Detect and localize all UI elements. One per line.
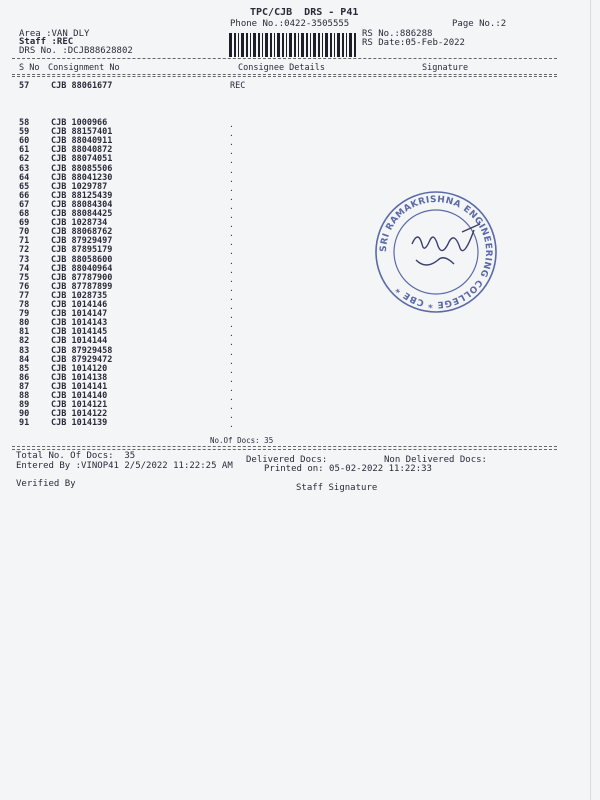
college-seal-stamp	[372, 188, 500, 316]
seal-rings	[376, 192, 496, 312]
divider	[12, 449, 557, 450]
row-sno: 65	[19, 181, 30, 192]
row-sno: 83	[19, 345, 30, 356]
row-consignee-marker: .	[229, 156, 234, 166]
first-row-consignee: REC	[230, 81, 246, 91]
row-consignee-marker: .	[229, 165, 234, 175]
row-sno: 85	[19, 363, 30, 374]
page-edge	[590, 0, 591, 800]
row-sno: 66	[19, 190, 30, 201]
row-consignee-marker: .	[229, 129, 234, 139]
phone-number: Phone No.:0422-3505555	[230, 19, 350, 29]
barcode-bar	[325, 33, 328, 57]
row-consignee-marker: .	[229, 138, 234, 148]
row-consignment-no: CJB 1014139	[51, 418, 108, 429]
row-consignment-no: CJB 88074051	[51, 154, 113, 165]
column-header-sno: S No	[19, 63, 40, 73]
row-consignment-no: CJB 87787900	[51, 272, 113, 283]
row-consignee-marker: .	[229, 192, 234, 202]
row-sno: 87	[19, 381, 30, 392]
barcode-bar	[241, 33, 244, 57]
row-consignee-marker: .	[229, 238, 234, 248]
row-sno: 70	[19, 227, 30, 238]
row-consignee-marker: .	[229, 411, 234, 421]
row-sno: 58	[19, 118, 30, 128]
row-sno: 59	[19, 127, 30, 138]
page-number: Page No.:2	[452, 19, 507, 29]
barcode-bar	[265, 33, 268, 57]
delivered-docs: Delivered Docs:	[246, 455, 328, 465]
row-sno: 77	[19, 290, 30, 301]
row-consignee-marker: .	[229, 274, 234, 284]
row-sno: 80	[19, 318, 30, 329]
row-sno: 68	[19, 209, 30, 219]
row-consignee-marker: .	[229, 347, 234, 357]
row-consignee-marker: .	[229, 265, 234, 275]
barcode-bar	[229, 33, 232, 57]
barcode-bar	[282, 33, 284, 57]
divider	[12, 74, 557, 75]
row-consignment-no: CJB 1014122	[51, 409, 108, 420]
row-consignment-no: CJB 1029787	[51, 181, 108, 192]
row-consignee-marker: .	[229, 183, 234, 193]
barcode-image	[229, 33, 356, 57]
row-consignee-marker: .	[229, 229, 234, 239]
row-consignee-marker: .	[229, 283, 234, 293]
row-sno: 67	[19, 199, 30, 210]
barcode-bar	[258, 33, 260, 57]
staff-label: Staff :REC	[19, 37, 74, 47]
first-row-sno: 57	[19, 81, 30, 91]
drs-number: DRS No. :DCJB88628802	[19, 46, 133, 56]
row-consignment-no: CJB 87787899	[51, 281, 113, 292]
rs-date: RS Date:05-Feb-2022	[362, 38, 465, 48]
row-sno: 74	[19, 263, 30, 274]
barcode-bar	[334, 33, 335, 57]
seal-text: SRI RAMAKRISHNA ENGINEERING COLLEGE * CBE *	[378, 194, 494, 310]
barcode-bar	[342, 33, 344, 57]
row-consignment-no: CJB 88125439	[51, 190, 113, 201]
row-consignee-marker: .	[229, 256, 234, 266]
column-header-consignee: Consignee Details	[238, 63, 325, 73]
divider	[12, 446, 557, 447]
barcode-bar	[277, 33, 280, 57]
row-consignment-no: CJB 1014145	[51, 327, 108, 338]
row-consignee-marker: .	[229, 320, 234, 330]
row-consignment-no: CJB 1014120	[51, 363, 108, 374]
row-sno: 64	[19, 172, 30, 183]
divider	[12, 76, 557, 77]
row-consignee-marker: .	[229, 120, 234, 129]
no-of-docs: No.Of Docs: 35	[210, 436, 274, 445]
row-consignment-no: CJB 1014140	[51, 391, 108, 401]
row-consignment-no: CJB 88085506	[51, 163, 113, 174]
barcode-bar	[238, 33, 239, 57]
barcode-bar	[306, 33, 308, 57]
entered-by: Entered By :VINOP41 2/5/2022 11:22:25 AM	[16, 461, 233, 471]
row-sno: 63	[19, 163, 30, 174]
row-consignment-no: CJB 1014141	[51, 381, 108, 392]
row-consignment-no: CJB 87929458	[51, 345, 113, 356]
barcode-bar	[346, 33, 347, 57]
non-delivered-docs: Non Delivered Docs:	[384, 455, 487, 465]
row-consignment-no: CJB 1014144	[51, 336, 108, 347]
barcode-bar	[349, 33, 352, 57]
barcode-bar	[294, 33, 296, 57]
barcode-bar	[310, 33, 311, 57]
row-sno: 82	[19, 336, 30, 347]
row-consignment-no: CJB 88041230	[51, 172, 113, 183]
row-consignee-marker: .	[229, 420, 234, 430]
row-sno: 76	[19, 281, 30, 292]
row-consignee-marker: .	[229, 338, 234, 348]
row-sno: 86	[19, 372, 30, 383]
row-consignment-no: CJB 88058600	[51, 254, 113, 265]
row-consignee-marker: .	[229, 174, 234, 184]
verified-by: Verified By	[16, 479, 76, 489]
barcode-bar	[234, 33, 236, 57]
barcode-bar	[262, 33, 263, 57]
row-consignee-marker: .	[229, 356, 234, 366]
row-consignee-marker: .	[229, 220, 234, 230]
row-sno: 81	[19, 327, 30, 338]
row-consignment-no: CJB 1014138	[51, 372, 108, 383]
row-consignment-no: CJB 88084425	[51, 209, 113, 219]
handwritten-signature	[412, 224, 480, 265]
row-consignment-no: CJB 1028735	[51, 290, 108, 301]
divider	[12, 58, 557, 59]
row-sno: 88	[19, 391, 30, 401]
row-consignment-no: CJB 88084304	[51, 199, 113, 210]
row-consignee-marker: .	[229, 311, 234, 321]
row-consignee-marker: .	[229, 292, 234, 302]
row-consignee-marker: .	[229, 211, 234, 220]
area-label: Area :VAN DLY	[19, 29, 90, 39]
document-title: TPC/CJB DRS - P41	[250, 7, 359, 18]
staff-signature-label: Staff Signature	[296, 483, 378, 493]
barcode-bar	[337, 33, 340, 57]
row-sno: 79	[19, 309, 30, 320]
row-consignment-no: CJB 88157401	[51, 127, 113, 138]
column-header-consignment: Consignment No	[48, 63, 120, 73]
printed-on: Printed on: 05-02-2022 11:22:33	[264, 464, 432, 474]
row-sno: 62	[19, 154, 30, 165]
row-consignment-no: CJB 1014146	[51, 300, 108, 310]
barcode-bar	[322, 33, 323, 57]
row-sno: 78	[19, 300, 30, 310]
row-consignee-marker: .	[229, 365, 234, 375]
row-sno: 71	[19, 236, 30, 247]
barcode-bar	[313, 33, 316, 57]
total-docs: Total No. Of Docs: 35	[16, 451, 136, 461]
row-consignment-no: CJB 88040964	[51, 263, 113, 274]
barcode-bar	[270, 33, 272, 57]
row-consignee-marker: .	[229, 402, 234, 412]
row-sno: 61	[19, 145, 30, 156]
barcode-bar	[274, 33, 275, 57]
row-sno: 60	[19, 136, 30, 147]
row-sno: 90	[19, 409, 30, 420]
row-consignment-no: CJB 1014147	[51, 309, 108, 320]
row-consignee-marker: .	[229, 147, 234, 157]
row-sno: 84	[19, 354, 30, 365]
barcode-bar	[246, 33, 248, 57]
barcode-bar	[301, 33, 304, 57]
row-sno: 69	[19, 218, 30, 229]
barcode-bar	[318, 33, 320, 57]
row-sno: 89	[19, 400, 30, 411]
row-consignment-no: CJB 1014121	[51, 400, 108, 411]
row-consignment-no: CJB 1028734	[51, 218, 108, 229]
row-sno: 72	[19, 245, 30, 256]
barcode-bar	[289, 33, 292, 57]
row-sno: 73	[19, 254, 30, 265]
svg-text:SRI RAMAKRISHNA ENGINEERING CO	[379, 195, 493, 309]
barcode-bar	[253, 33, 256, 57]
row-consignee-marker: .	[229, 201, 234, 211]
barcode-bar	[298, 33, 299, 57]
row-consignee-marker: .	[229, 329, 234, 339]
column-header-signature: Signature	[422, 63, 469, 73]
barcode-bar	[250, 33, 251, 57]
row-consignee-marker: .	[229, 247, 234, 257]
first-row-consignment: CJB 88061677	[51, 81, 113, 91]
row-consignment-no: CJB 87895179	[51, 245, 113, 256]
row-consignment-no: CJB 1014143	[51, 318, 108, 329]
barcode-bar	[330, 33, 332, 57]
barcode-bar	[286, 33, 287, 57]
row-consignee-marker: .	[229, 302, 234, 311]
rs-number: RS No.:886288	[362, 29, 433, 39]
row-consignment-no: CJB 88068762	[51, 227, 113, 238]
row-consignment-no: CJB 87929472	[51, 354, 113, 365]
row-consignee-marker: .	[229, 374, 234, 384]
row-consignment-no: CJB 1000966	[51, 118, 108, 128]
row-consignee-marker: .	[229, 383, 234, 393]
row-sno: 75	[19, 272, 30, 283]
row-consignee-marker: .	[229, 393, 234, 402]
row-consignment-no: CJB 88040872	[51, 145, 113, 156]
row-sno: 91	[19, 418, 30, 429]
row-consignment-no: CJB 88040911	[51, 136, 113, 147]
barcode-bar	[354, 33, 356, 57]
row-consignment-no: CJB 87929497	[51, 236, 113, 247]
